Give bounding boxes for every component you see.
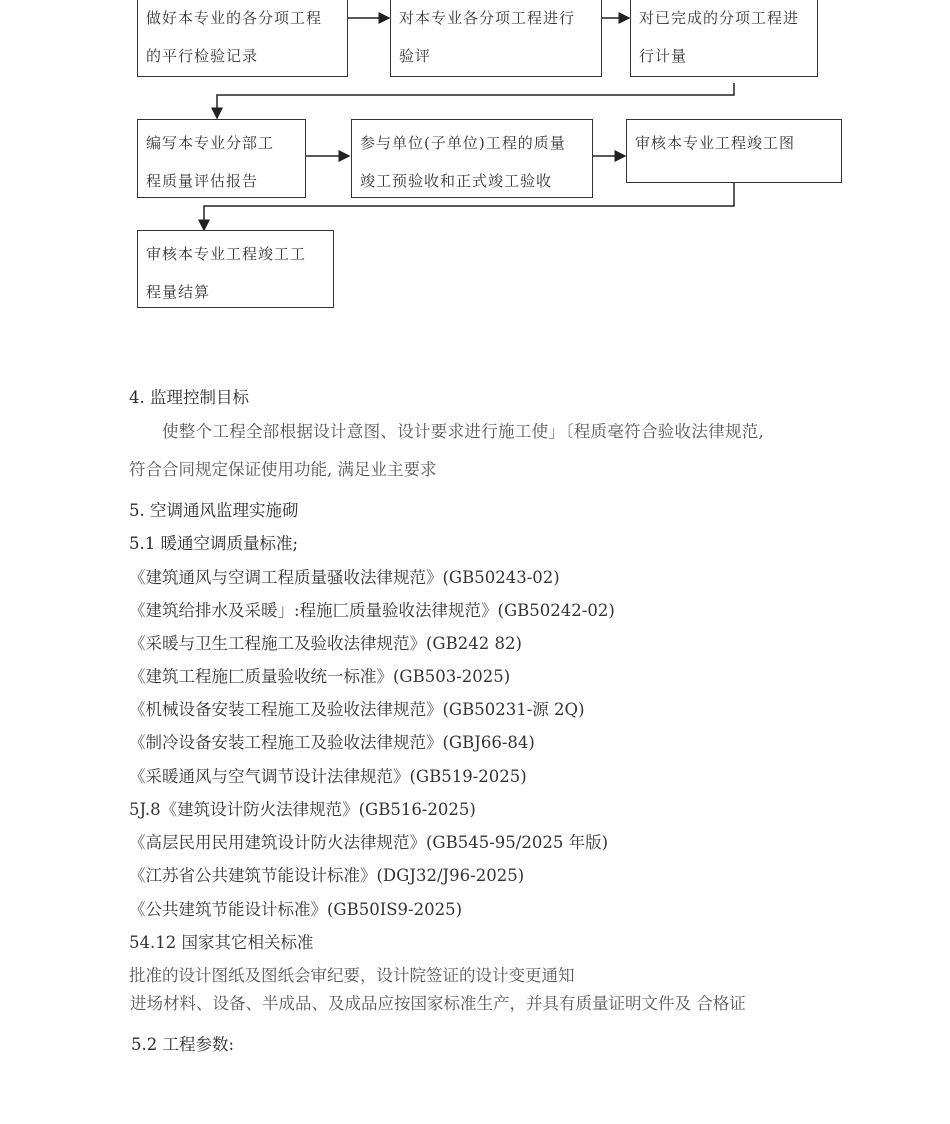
flow-box-4-line1: 编写本专业分部工 xyxy=(146,134,275,152)
standard-item: 54.12 国家其它相关标准 xyxy=(129,933,314,952)
section-4-paragraph-line1: 使整个工程全部根据设计意图、设计要求进行施工使」〔程质毫符合验收法律规范, xyxy=(162,422,765,441)
flow-box-3 xyxy=(630,0,818,77)
flow-box-7-line1: 审核本专业工程竣工工 xyxy=(146,245,307,263)
standard-item: 《机械设备安装工程施工及验收法律规范》(GB50231-源 2Q) xyxy=(129,700,585,719)
flow-box-1 xyxy=(137,0,348,77)
standard-item: 《建筑通风与空调工程质量骚收法律规范》(GB50243-02) xyxy=(129,568,560,587)
flow-box-5-line1: 参与单位(子单位)工程的质量 xyxy=(360,134,566,152)
standard-item: 《采暖与卫生工程施工及验收法律规范》(GB242 82) xyxy=(129,634,522,653)
flow-box-2-line1: 对本专业各分项工程进行 xyxy=(399,9,576,27)
note-materials: 进场材料、设备、半成品、及成品应按国家标准生产，并具有质量证明文件及 合格证 xyxy=(130,994,746,1013)
section-5-heading: 5. 空调通风监理实施砌 xyxy=(129,501,299,520)
note-design-drawings: 批准的设计图纸及图纸会审纪要，设计院签证的设计变更通知 xyxy=(129,966,575,985)
flow-box-4-line2: 程质量评估报告 xyxy=(146,172,259,190)
flow-box-4 xyxy=(137,119,306,198)
flow-box-7-line2: 程量结算 xyxy=(146,283,211,301)
flow-box-2 xyxy=(390,0,602,77)
flow-box-3-line1: 对已完成的分项工程进 xyxy=(639,9,800,27)
standard-item: 《江苏省公共建筑节能设计标准》(DGJ32/J96-2025) xyxy=(129,866,525,885)
standard-item: 《高层民用民用建筑设计防火法律规范》(GB545-95/2025 年版) xyxy=(129,833,609,852)
section-5-1-heading: 5.1 暖通空调质量标准; xyxy=(129,534,299,553)
flow-box-2-line2: 验评 xyxy=(399,47,432,65)
flow-box-6-line1: 审核本专业工程竣工图 xyxy=(635,134,796,152)
standard-item: 《建筑工程施匚质量验收统一标准》(GB503-2025) xyxy=(129,667,511,686)
section-4-paragraph-line2: 符合合同规定保证使用功能, 满足业主要求 xyxy=(129,460,437,479)
flow-box-6 xyxy=(626,119,842,183)
standard-item: 《制冷设备安装工程施工及验收法律规范》(GBJ66-84) xyxy=(129,733,535,752)
flow-box-5-line2: 竣工预验收和正式竣工验收 xyxy=(360,172,553,190)
flow-box-1-line1: 做好本专业的各分项工程 xyxy=(146,9,323,27)
section-5-2-heading: 5.2 工程参数: xyxy=(131,1035,235,1054)
section-4-heading: 4. 监理控制目标 xyxy=(129,388,249,407)
standard-item: 5J.8《建筑设计防火法律规范》(GB516-2025) xyxy=(129,800,476,819)
flow-box-1-line2: 的平行检验记录 xyxy=(146,47,259,65)
standard-item: 《采暖通风与空气调节设计法律规范》(GB519-2025) xyxy=(129,767,527,786)
arrow-b3-b4 xyxy=(217,83,734,118)
standard-item: 《公共建筑节能设计标准》(GB50IS9-2025) xyxy=(129,900,463,919)
flow-box-5 xyxy=(351,119,593,198)
flow-box-3-line2: 行计量 xyxy=(639,47,688,65)
flow-box-7 xyxy=(137,230,334,308)
standard-item: 《建筑给排水及采暖」:程施匚质量验收法律规范》(GB50242-02) xyxy=(129,601,615,620)
